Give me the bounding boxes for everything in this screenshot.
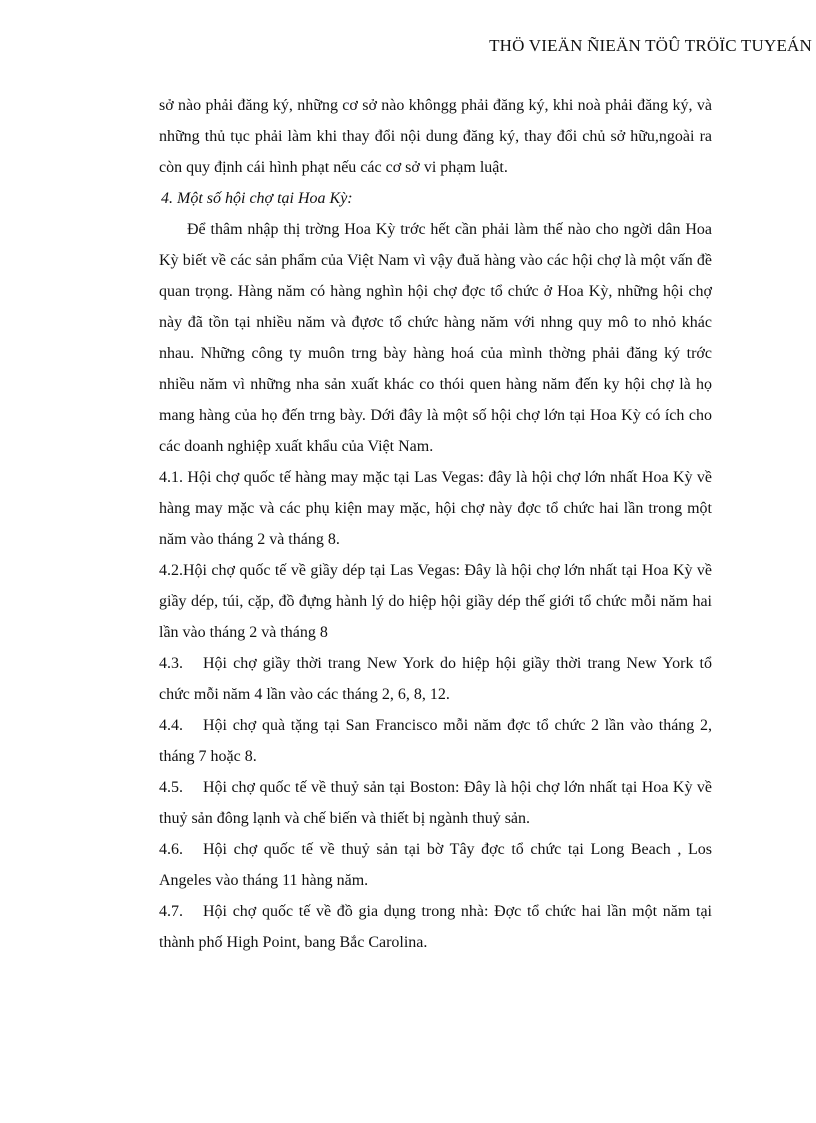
section-body-paragraph: Để thâm nhập thị trờng Hoa Kỳ trớc hết cần phải làm thế nào cho ngời dân Hoa Kỳ biết về các sản phẩm của Việt Nam vì vậy đuă hàng vào các hội chợ là một vấn đề quan trọng. Hàng năm có hàng nghìn hội chợ đợc tổ chức ở Hoa Kỳ, những hội chợ này đã tồn tại nhiều năm và đựơc tổ chức hàng năm với nhng quy mô to nhỏ khác nhau. Những công ty muôn trng bày hàng hoá của mình thờng phải đăng ký trớc nhiều năm vì những nha sản xuất khác co thói quen hàng năm đến ky hội chợ là họ mang hàng của họ đến trng bày. Dới đây là một số hội chợ lớn tại Hoa Kỳ có ích cho các doanh nghiệp xuất khẩu của Việt Nam. — [159, 221, 712, 455]
item-number: 4.6. — [159, 841, 183, 858]
fair-item-4-1: 4.1. Hội chợ quốc tế hàng may mặc tại Las Vegas: đây là hội chợ lớn nhất Hoa Kỳ về hàng may mặc và các phụ kiện may mặc, hội chợ này đợc tổ chức hai lần trong một năm vào tháng 2 và tháng 8. — [159, 469, 712, 548]
item-number: 4.7. — [159, 903, 183, 920]
item-number: 4.3. — [159, 655, 183, 672]
item-text: Hội chợ quà tặng tại San Francisco mỗi năm đợc tổ chức 2 lần vào tháng 2, tháng 7 hoặc 8. — [159, 717, 712, 765]
fair-item-4-3 — [159, 648, 712, 710]
item-number: 4.4. — [159, 717, 183, 734]
page-header: THÖ VIEÄN ÑIEÄN TÖÛ TRÖÏC TUYEÁN — [489, 36, 812, 55]
fair-item-4-7 — [159, 896, 712, 958]
item-text: Hội chợ quốc tế về đồ gia dụng trong nhà: Đợc tổ chức hai lần một năm tại thành phố High Point, bang Bắc Carolina. — [159, 903, 712, 951]
fair-item-4-5 — [159, 772, 712, 834]
item-text: Hội chợ giầy thời trang New York do hiệp hội giầy thời trang New York tổ chức mỗi năm 4 lần vào các tháng 2, 6, 8, 12. — [159, 655, 712, 703]
item-number: 4.5. — [159, 779, 183, 796]
fair-item-4-4 — [159, 710, 712, 772]
intro-paragraph: sở nào phải đăng ký, những cơ sở nào khôngg phải đăng ký, khi noà phải đăng ký, và những thủ tục phải làm khi thay đổi nội dung đăng ký, thay đổi chủ sở hữu,ngoài ra còn quy định cái hình phạt nếu các cơ sở vi phạm luật. — [159, 97, 712, 176]
fair-item-4-2: 4.2.Hội chợ quốc tế về giầy dép tại Las Vegas: Đây là hội chợ lớn nhất tại Hoa Kỳ về giầy dép, túi, cặp, đồ đựng hành lý do hiệp hội giầy dép thế giới tổ chức mỗi năm hai lần vào tháng 2 và tháng 8 — [159, 562, 712, 641]
section-heading: 4. Một số hội chợ tại Hoa Kỳ: — [161, 190, 353, 207]
document-body — [159, 90, 712, 958]
fair-item-4-6 — [159, 834, 712, 896]
item-text: Hội chợ quốc tế về thuỷ sản tại bờ Tây đợc tổ chức tại Long Beach , Los Angeles vào tháng 11 hàng năm. — [159, 841, 712, 889]
item-text: Hội chợ quốc tế về thuỷ sản tại Boston: Đây là hội chợ lớn nhất tại Hoa Kỳ về thuỷ sản đông lạnh và chế biến và thiết bị ngành thuỷ sản. — [159, 779, 712, 827]
